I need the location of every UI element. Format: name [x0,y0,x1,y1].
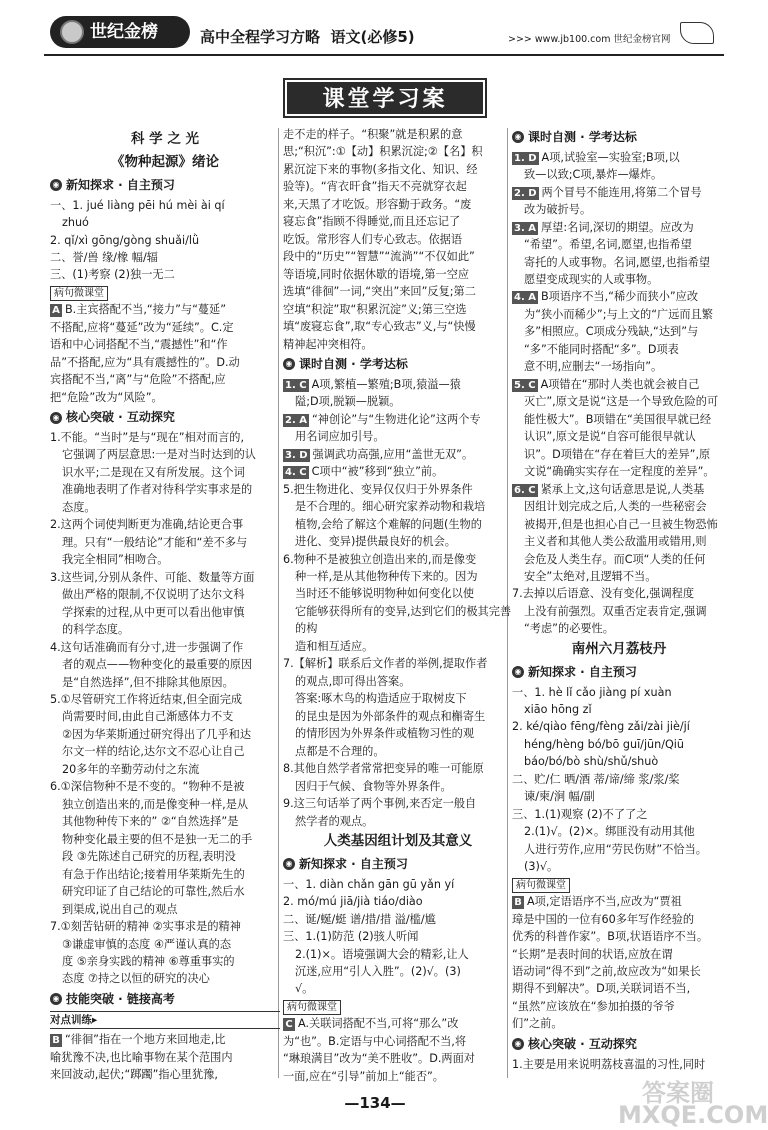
text-line: 一面,应在“引导”前加上“能否”。 [283,1069,444,1083]
text-line: 三、1.(1)防范 (2)骇人听闻 [283,930,419,944]
text-line: 它强调了两层意思:一是对当时达到的认 [62,448,256,462]
text-line: 宾搭配不当,“离”与“危险”不搭配,应 [50,373,226,387]
text-line: 文说“确确实实存在一定程度的差异”。 [524,465,715,479]
answer-text: A项,定语语序不当,应改为“贾祖 [527,895,682,909]
text-line: 选填“徘徊”一词,“突出”来回”反复;第二 [283,285,476,299]
text-line: 优秀的科普作家”。B项,状语语序不当。 [512,930,709,944]
text-line: 7.去掉以后语意、没有变化,强调程度 [512,587,695,601]
answer-line [512,376,726,393]
answer-line [283,376,513,393]
lesson-tag-label: 病句微课堂 [512,878,570,893]
answer-key-box: 3. A [514,222,536,234]
text-line: 因归于气候、食物等外界条件。 [295,779,452,793]
text-line: 二、贮/仁 晒/酒 蒂/谛/缔 浆/浆/桨 [512,772,680,786]
header-divider [44,54,724,56]
text-line: 有急于作出结论;接着用华莱斯先生的 [62,867,245,881]
text-line: 2. ké/qiào fēng/fèng zǎi/zài jiè/jí [512,720,690,734]
text-line: 的观点,即可得出答案。 [295,674,411,688]
text-line: 的情形因为外界条件或植物习性的观 [295,727,475,741]
text-line: 段中的“历史”“智慧”“流淌”“不仅如此” [283,250,475,264]
text-line: 识”。D项错在“存在着巨大的差异”,原 [524,447,711,461]
text-line: 20多年的辛勤劳动付之东流 [62,762,200,776]
answer-column-middle [283,126,513,1085]
text-line: 2.(1)√。(2)×。绑匪没有动用其他 [524,825,695,839]
text-line: 验等)。“宵衣旰食”指天不亮就穿衣起 [283,180,467,194]
text-line: 8.其他自然学者常常把变异的唯一可能原 [283,762,484,776]
text-line: 来,天黑了才吃饭。形容勤于政务。“废 [283,197,472,211]
text-line: 们”之前。 [512,1017,563,1031]
text-line: 喻犹豫不决,也比喻事物在某个范围内 [50,1050,233,1064]
text-line: 上没有前强烈。双重否定表肯定,强调 [524,604,707,618]
section-heading-text: 新知探求 · 自主预习 [299,856,408,871]
logo-text: 世纪金榜 [90,21,158,42]
answer-text: “徘徊”指在一个地方来回地走,比 [65,1033,226,1047]
text-line: 愿望变成现实的人或事物。 [524,273,659,286]
text-line: 璋是中国的一位有60多年写作经验的 [512,912,695,926]
text-line: 灭亡”,原文是说“这是一个导致危险的可 [524,395,719,409]
answer-line [512,288,726,305]
text-line: 物种变化最主要的但不是独一无二的手 [62,832,253,846]
text-line: 6.物种不是被独立创造出来的,而是像变 [283,552,477,566]
answer-key-box: C [283,1018,295,1031]
answer-line [512,219,726,236]
text-line: (3)√。 [524,860,559,874]
answer-key-box: 1. C [285,379,307,391]
page-number: —134— [344,1094,406,1112]
page-header [0,0,750,62]
text-line: 填“废寝忘食”,取“专心致志”义,与“快慢 [283,320,476,334]
article-title: 南州六月荔枝丹 [571,640,667,657]
answer-text: A项错在“那时人类也就会被自己 [540,377,700,391]
text-line: 1.不能。“当时”是与“现在”相对而言的, [50,430,245,444]
text-line: 我完全相同”相吻合。 [62,553,169,567]
lesson-tag-label: 病句微课堂 [283,1000,341,1015]
watermark-stamp: 答案圈 MXQE.COM [618,1079,768,1129]
answer-line [283,1015,513,1032]
lesson-tag [50,284,280,301]
section-bullet-icon: ◉ [50,993,62,1005]
text-line: 多”相照应。C项成分残缺,“达到”与 [524,325,699,339]
text-line: 被揭开,但是也担心自己一旦被生物恐怖 [524,517,718,531]
text-line: 态度 ⑦持之以恒的研究的决心 [62,972,210,986]
text-line: 其他物种传下来的” ②“自然选择”是 [62,815,239,829]
text-line: héng/hèng bó/bō guī/jūn/Qiū [524,737,685,751]
answer-line [50,1031,280,1048]
answer-line [512,184,726,201]
text-line: 做出严格的限制,不仅说明了达尔文科 [62,588,245,602]
section-bullet-icon: ◉ [50,179,62,191]
text-line: 的昆虫是因为外部条件的观点和槲寄生 [295,709,486,723]
answer-key-box: B [50,1034,62,1047]
medal-icon [60,20,84,44]
section-bullet-icon: ◉ [512,1038,524,1050]
text-line: 用名词应加引号。 [295,430,385,444]
answer-text: A.关联词搭配不当,可将“那么”改 [298,1017,459,1031]
answer-key-box: 5. C [514,379,536,391]
text-line: 度 ⑤亲身实践的精神 ⑥尊重事实的 [62,955,235,968]
answer-text: C项中“被”移到“独立”前。 [311,465,444,479]
section-heading-text: 技能突破 · 链接高考 [66,991,175,1006]
answer-text: B.主宾搭配不当,“接力”与“蔓延” [65,303,227,317]
text-line: 三、1.(1)观察 (2)不了了之 [512,807,648,821]
answer-text: B项语序不当,“稀少而狭小”应改 [540,290,699,304]
text-line: 吃饭。常形容人们专心致志。依据语 [283,232,463,246]
publisher-logo [50,16,190,48]
text-line: 精神起冲突相符。 [283,337,373,351]
text-line: 能性极大”。B项错在“美国很早就已经 [524,412,712,426]
text-line: 思;“积沉”:①【动】积累沉淀;②【名】积 [283,145,483,159]
answer-key-box: B [512,896,524,909]
text-line: 学探索的过程,从中更可以看出他审慎 [62,605,245,619]
text-line: 谏/柬/涧 幅/副 [524,790,595,804]
text-line: 会危及人类生存。而C项“人类的任何 [524,552,706,566]
answer-key-box: 2. A [285,414,307,426]
section-heading [50,408,280,427]
text-line: 3.这些词,分别从条件、可能、数量等方面 [50,570,255,584]
answer-line [50,301,280,318]
answer-key-box: 1. D [514,152,537,164]
text-line: 不搭配,应将“蔓延”改为“延续”。C.定 [50,320,234,334]
answer-line [512,893,726,910]
text-line: 走不走的样子。“积聚”就是积累的意 [283,128,463,141]
answer-column-left [50,128,280,1083]
answer-key-box: 6. C [514,484,536,496]
text-line: “长期”是表时间的状语,应放在谓 [512,947,673,961]
text-line: 然学者的观点。 [295,814,374,828]
section-heading [283,355,513,374]
text-line: 独立创造出来的,而是像变种一样,是从 [62,797,249,811]
answer-key-box: 2. D [514,187,537,199]
text-line: 2. qǐ/xì gōng/gòng shuǎi/lǜ [50,233,200,247]
answer-line [283,411,513,428]
text-line: 隘;D项,脱颖—脱颖。 [295,395,401,409]
text-line: √。 [295,982,314,996]
training-heading: 对点训练▸ [50,1011,280,1029]
text-line: 把“危险”改为“风险”。 [50,390,163,404]
answer-column-right [512,126,726,1073]
text-line: 空填“积淀”取“积累沉淀”义;第三空选 [283,302,467,316]
text-line: 种一样,是从其他物种传下来的。因为 [295,569,478,583]
section-heading [283,855,513,874]
text-line: 为“狭小而稀少”;与上文的“广远而且繁 [524,307,713,321]
section-heading-text: 新知探求 · 自主预习 [66,177,175,192]
section-heading [512,128,726,147]
text-line: báo/bó/bò shù/shǔ/shuò [524,755,659,769]
book-title: 高中全程学习方略 语文(必修5) [200,28,415,46]
answer-text: A项,试验室—实验室;B项,以 [541,150,680,164]
text-line: 因组计划完成之后,人类的一些秘密会 [524,500,707,514]
answer-text: 两个冒号不能连用,将第二个冒号 [541,185,702,199]
text-line: 等语境,同时依据休歇的语境,第一空应 [283,267,470,281]
section-heading [50,990,280,1009]
text-line: 来回波动,起伏;“踯躅”指心里犹豫, [50,1067,218,1081]
text-line: 7.【解析】联系后文作者的举例,提取作者 [283,657,488,671]
text-line: 一、1. jué liàng pēi hú mèi ài qí [50,198,225,212]
article-title: 《物种起源》绪论 [111,153,219,170]
text-line: 2.这两个词使判断更为准确,结论更合事 [50,518,244,532]
section-bullet-icon: ◉ [512,131,524,143]
section-bullet-icon: ◉ [50,412,62,424]
answer-line [512,149,726,166]
section-heading [512,1035,726,1054]
text-line: 2. mó/mú jiā/jià tiáo/diào [283,895,423,909]
lesson-tag-label: 病句微课堂 [50,286,108,301]
text-line: “考虑”的必要性。 [524,622,614,636]
text-line: 识水平;二是现在又有所发展。这个词 [62,465,245,479]
section-heading-text: 核心突破 · 互动探究 [66,410,175,425]
text-line: 尔文一样的结论,达尔文不忍心让自己 [62,745,245,759]
text-line: 植物,会给了解这个难解的问题(生物的 [295,517,482,531]
text-line: 7.①刻苦钻研的精神 ②实事求是的精神 [50,920,241,934]
text-line: 9.这三句话举了两个事例,来否定一般自 [283,797,477,811]
text-line: 6.①深信物种不是不变的。“物种不是被 [50,780,245,794]
section-heading-text: 课时自测 · 学考达标 [528,130,637,144]
text-line: 安全”太绝对,且逻辑不当。 [524,569,657,583]
text-line: 语动词“得不到”之前,故应改为“如果长 [512,965,701,978]
text-line: 答案:啄木鸟的构造适应于取树皮下 [295,692,467,706]
text-line: 二、誉/兽 缘/橡 幅/辐 [50,251,158,264]
text-line: 一、1. hè lǐ cǎo jiàng pí xuàn [512,685,672,699]
answer-key-box: 4. C [285,467,307,479]
article-title: 人类基因组计划及其意义 [323,833,473,849]
text-line: 1.主要是用来说明荔枝喜温的习性,同时 [512,1057,706,1071]
text-line: 2.(1)×。语境强调大会的精彩,让人 [295,947,469,961]
text-line: 累沉淀下来的事物(多指文化、知识、经 [283,162,478,176]
text-line: 语和中心词搭配不当,“震撼性”和“作 [50,338,228,352]
article-title: 科 学 之 光 [130,131,200,147]
section-banner: 课堂学习案 [285,80,485,116]
text-line: 是“自然选择”,但不排除其他原因。 [62,675,234,689]
answer-text: A项,繁植—繁殖;B项,猿溢—猿 [311,377,461,391]
text-line: 致—以致;C项,暴炸—爆炸。 [524,168,663,182]
text-line: zhuó [62,216,89,230]
text-line: 进化、变异)提供最良好的机会。 [295,535,456,549]
text-line: 段 ③先陈述自己研究的历程,表明没 [62,850,236,864]
section-heading-text: 核心突破 · 互动探究 [528,1036,637,1051]
section-heading [50,176,280,195]
text-line: 二、诞/蜒/蜓 谱/措/措 溢/槛/尴 [283,912,436,926]
text-line: 5.①尽管研究工作将近结束,但全面完成 [50,692,243,706]
text-line: 一、1. diàn chǎn gān gū yǎn yí [283,877,455,891]
text-line: 意不明,应删去“一场指向”。 [524,360,663,374]
text-line: 研究印证了自己结论的可靠性,然后水 [62,885,245,899]
text-line: 沉迷,应用“引人入胜”。(2)√。(3) [295,965,461,978]
website-link[interactable]: >>> www.jb100.com 世纪金榜官网 [508,34,671,45]
section-heading [512,663,726,682]
section-bullet-icon: ◉ [283,358,295,370]
text-line: 是不合理的。细心研究家养动物和栽培 [295,500,486,514]
text-line: 的科学态度。 [62,623,130,637]
text-line: 三、(1)考察 (2)独一无二 [50,268,175,282]
lesson-tag [283,998,513,1015]
text-line: 者的观点——物种变化的最重要的原因 [62,658,253,672]
section-heading-text: 课时自测 · 学考达标 [299,357,408,372]
answer-text: 强调武功高强,应用“盖世无双”。 [312,447,474,461]
text-line: 态度。 [62,500,96,514]
text-line: “虽然”应该放在“参加拍摄的爷爷 [512,999,675,1013]
answer-line [512,481,726,498]
section-bullet-icon: ◉ [283,858,295,870]
text-line: 造和相互适应。 [295,639,374,653]
text-line: 寝忘食”指顾不得睡觉,而且还忘记了 [283,215,461,229]
answer-text: 紧承上文,这句话意思是说,人类基 [540,482,705,496]
book-leaf-icon [680,22,714,44]
answer-text: “神创论”与“生物进化论”这两个专 [311,412,481,426]
text-line: 当时还不能够说明物种如何变化以使 [295,587,475,601]
text-line: “希望”。希望,名词,愿望,也指希望 [524,238,692,252]
text-line: 期得不到解决”。D项,关联词语不当, [512,982,691,996]
text-line: ③谦虚审慎的态度 ④严谨认真的态 [62,937,232,951]
answer-line [283,446,513,463]
text-line: ②因为华莱斯通过研究得出了几乎和达 [62,727,252,741]
text-line: 品”不搭配,应为“具有震撼性的”。D.动 [50,355,240,369]
text-line: 人进行劳作,应用“劳民伤财”不恰当。 [524,842,707,856]
text-line: 理。只有“一般结论”才能和“差不多与 [62,535,248,549]
text-line: “琳琅满目”改为“美不胜收”。D.两面对 [283,1052,475,1066]
answer-key-box: 3. D [285,449,308,461]
text-line: xiāo hōng zǐ [524,702,592,716]
answer-text: 厚望:名词,深切的期望。应改为 [540,220,694,234]
section-heading-text: 新知探求 · 自主预习 [528,664,637,679]
text-line: 点都是不合理的。 [295,744,385,758]
text-line: “多”不能同时搭配“多”。D项表 [524,342,679,356]
text-line: 它能够获得所有的变异,达到它们的极其完善的构 [295,604,512,636]
answer-key-box: A [50,304,62,317]
text-line: 为“也”。B.定语与中心词搭配不当,将 [283,1034,467,1048]
text-line: 准确地表明了作者对待科学实事求是的 [62,483,253,497]
answer-key-box: 4. A [514,292,536,304]
text-line: 5.把生物进化、变异仅仅归于外界条件 [283,482,473,496]
text-line: 到渠成,说出自己的观点 [62,902,178,916]
text-line: 寄托的人或事物。名词,愿望,也指希望 [524,255,711,269]
text-line: 认识”,原文是说“自容可能很早就认 [524,430,696,444]
text-line: 尚需要时间,由此自己渐感体力不支 [62,710,234,724]
text-line: 改为破折号。 [524,203,592,217]
text-line: 4.这句话准确而有分寸,进一步强调了作 [50,640,244,654]
lesson-tag [512,876,726,893]
section-bullet-icon: ◉ [512,666,524,678]
text-line: 主义者和其他人类公敌滥用或错用,则 [524,535,707,549]
answer-line [283,463,513,480]
